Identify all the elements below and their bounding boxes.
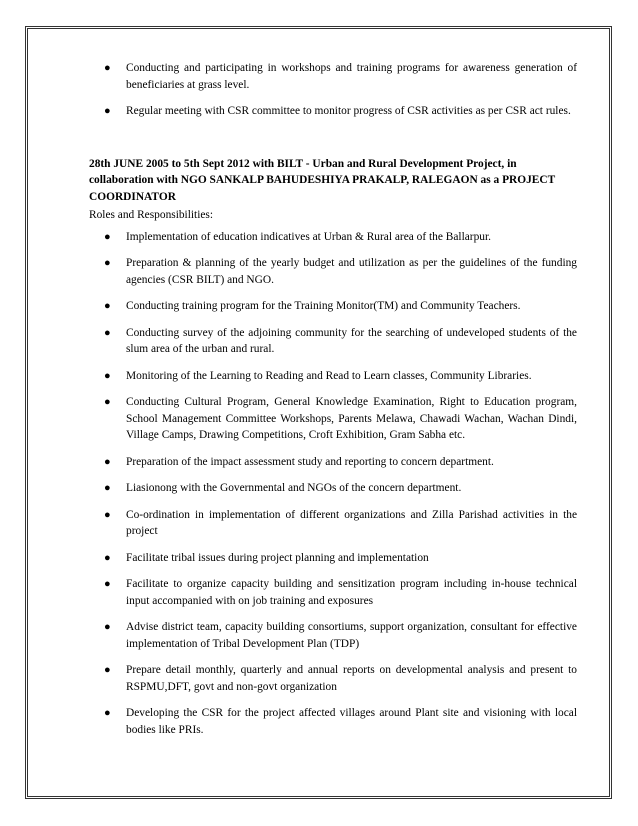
top-bullet-list bbox=[89, 60, 577, 120]
list-item bbox=[89, 368, 577, 385]
bullet-icon: ● bbox=[104, 578, 111, 590]
list-item bbox=[89, 229, 577, 246]
list-item-text: Conducting Cultural Program, General Knowledge Examination, Right to Education program, School Management Committee Workshops, Parents Melawa, Chawadi Wachan, Wachan Dindi, Village Camps, Drawing Competitions, Croft Exhibition, Gram Sabha etc. bbox=[126, 396, 577, 441]
list-item-text: Regular meeting with CSR committee to monitor progress of CSR activities as per CSR act rules. bbox=[126, 105, 571, 117]
list-item-text: Advise district team, capacity building consortiums, support organization, consultant for effective implementation of Tribal Development Plan (TDP) bbox=[126, 621, 577, 650]
list-item-text: Liasionong with the Governmental and NGOs of the concern department. bbox=[126, 482, 462, 494]
list-item bbox=[89, 60, 577, 93]
list-item bbox=[89, 576, 577, 609]
list-item-text: Monitoring of the Learning to Reading and Read to Learn classes, Community Libraries. bbox=[126, 369, 532, 382]
list-item-text: Implementation of education indicatives at Urban & Rural area of the Ballarpur. bbox=[126, 230, 492, 243]
list-item bbox=[89, 662, 577, 695]
list-item-text: Co-ordination in implementation of different organizations and Zilla Parishad activities in the project bbox=[126, 508, 577, 537]
bullet-icon: ● bbox=[104, 664, 111, 676]
section-heading: 28th JUNE 2005 to 5th Sept 2012 with BILT - Urban and Rural Development Project, in collaboration with NGO SANKALP BAHUDESHIYA PRAKALP, RALEGAON as a PROJECT COORDINATOR bbox=[89, 157, 556, 203]
bullet-icon: ● bbox=[104, 508, 111, 521]
list-item-text: Prepare detail monthly, quarterly and annual reports on developmental analysis and present to RSPMU,DFT, govt and non-govt organization bbox=[126, 664, 577, 693]
list-item bbox=[89, 619, 577, 652]
bullet-icon: ● bbox=[104, 455, 111, 468]
list-item bbox=[89, 454, 577, 471]
list-item bbox=[89, 705, 577, 738]
bullet-icon: ● bbox=[104, 105, 111, 117]
list-item bbox=[89, 255, 577, 288]
list-item-text: Preparation of the impact assessment study and reporting to concern department. bbox=[126, 455, 494, 468]
list-item-text: Conducting training program for the Training Monitor(TM) and Community Teachers. bbox=[126, 300, 521, 312]
bullet-icon: ● bbox=[104, 551, 111, 564]
responsibilities-list bbox=[89, 229, 577, 739]
list-item-text: Facilitate to organize capacity building and sensitization program including in-house technical input accompanied with on job training and exposures bbox=[126, 578, 577, 607]
bullet-icon: ● bbox=[104, 257, 111, 269]
list-item-text: Preparation & planning of the yearly budget and utilization as per the guidelines of the funding agencies (CSR BILT) and NGO. bbox=[126, 257, 577, 286]
list-item-text: Developing the CSR for the project affected villages around Plant site and visioning with local bodies like PRIs. bbox=[126, 707, 577, 736]
list-item-text: Facilitate tribal issues during project planning and implementation bbox=[126, 551, 429, 564]
bullet-icon: ● bbox=[104, 230, 111, 243]
list-item bbox=[89, 550, 577, 567]
bullet-icon: ● bbox=[104, 707, 111, 719]
roles-label: Roles and Responsibilities: bbox=[89, 209, 214, 221]
bullet-icon: ● bbox=[104, 396, 111, 408]
list-item-text: Conducting survey of the adjoining community for the searching of undeveloped students of the slum area of the urban and rural. bbox=[126, 326, 577, 355]
bullet-icon: ● bbox=[104, 326, 111, 339]
list-item bbox=[89, 507, 577, 540]
list-item bbox=[89, 394, 577, 444]
list-item bbox=[89, 298, 577, 315]
bullet-icon: ● bbox=[104, 62, 111, 74]
list-item bbox=[89, 480, 577, 497]
bullet-icon: ● bbox=[104, 621, 111, 633]
list-item bbox=[89, 103, 577, 120]
bullet-icon: ● bbox=[104, 369, 111, 382]
bullet-icon: ● bbox=[104, 482, 111, 494]
list-item bbox=[89, 325, 577, 358]
bullet-icon: ● bbox=[104, 300, 111, 312]
page-content bbox=[89, 60, 577, 738]
list-item-text: Conducting and participating in workshops and training programs for awareness generation of beneficiaries at grass level. bbox=[126, 62, 577, 91]
